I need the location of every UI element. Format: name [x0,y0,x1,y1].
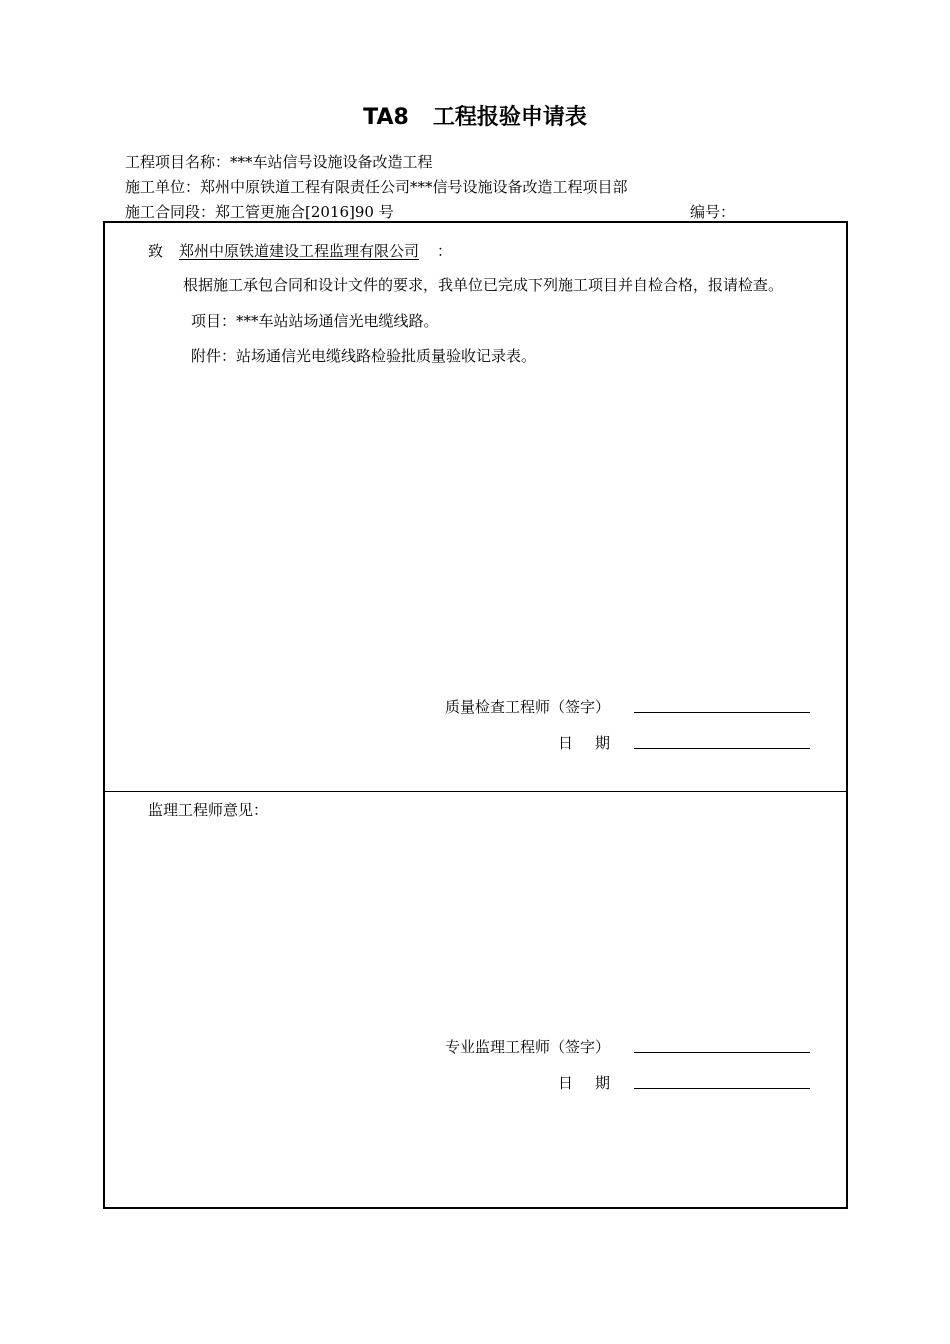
supervising-engineer-signature-label: 专业监理工程师（签字） [444,1038,610,1056]
quality-date-label: 日期 [557,734,632,752]
addressee-organization: 郑州中原铁道建设工程监理有限公司 [179,242,420,260]
quality-date-field[interactable] [634,748,810,749]
addressee-prefix: 致 [148,242,164,260]
inspection-form-table [103,221,848,1209]
addressee-suffix: ： [437,242,453,260]
form-code: TA8 [363,105,409,130]
page-title [0,100,950,131]
request-item: 项目：***车站站场通信光电缆线路。 [191,312,439,330]
request-attachment: 附件：站场通信光电缆线路检验批质量验收记录表。 [191,347,537,365]
serial-number-label: 编号： [690,203,736,221]
contract-section-line: 施工合同段：郑工管更施合[2016]90 号 [125,203,394,221]
quality-engineer-signature-field[interactable] [634,712,810,713]
contractor-line: 施工单位：郑州中原铁道工程有限责任公司***信号设施设备改造工程项目部 [125,178,628,196]
supervision-date-label: 日期 [557,1074,632,1092]
form-title-text: 工程报验申请表 [432,105,587,130]
request-statement: 根据施工承包合同和设计文件的要求，我单位已完成下列施工项目并自检合格，报请检查。 [183,276,784,294]
supervisor-opinion-label: 监理工程师意见： [148,801,269,819]
request-section [105,223,846,792]
supervision-section [105,792,846,1207]
project-name-line: 工程项目名称：***车站信号设施设备改造工程 [125,153,433,171]
quality-engineer-signature-label: 质量检查工程师（签字） [444,698,610,716]
supervision-date-field[interactable] [634,1088,810,1089]
addressee-line [148,240,452,261]
supervising-engineer-signature-field[interactable] [634,1052,810,1053]
